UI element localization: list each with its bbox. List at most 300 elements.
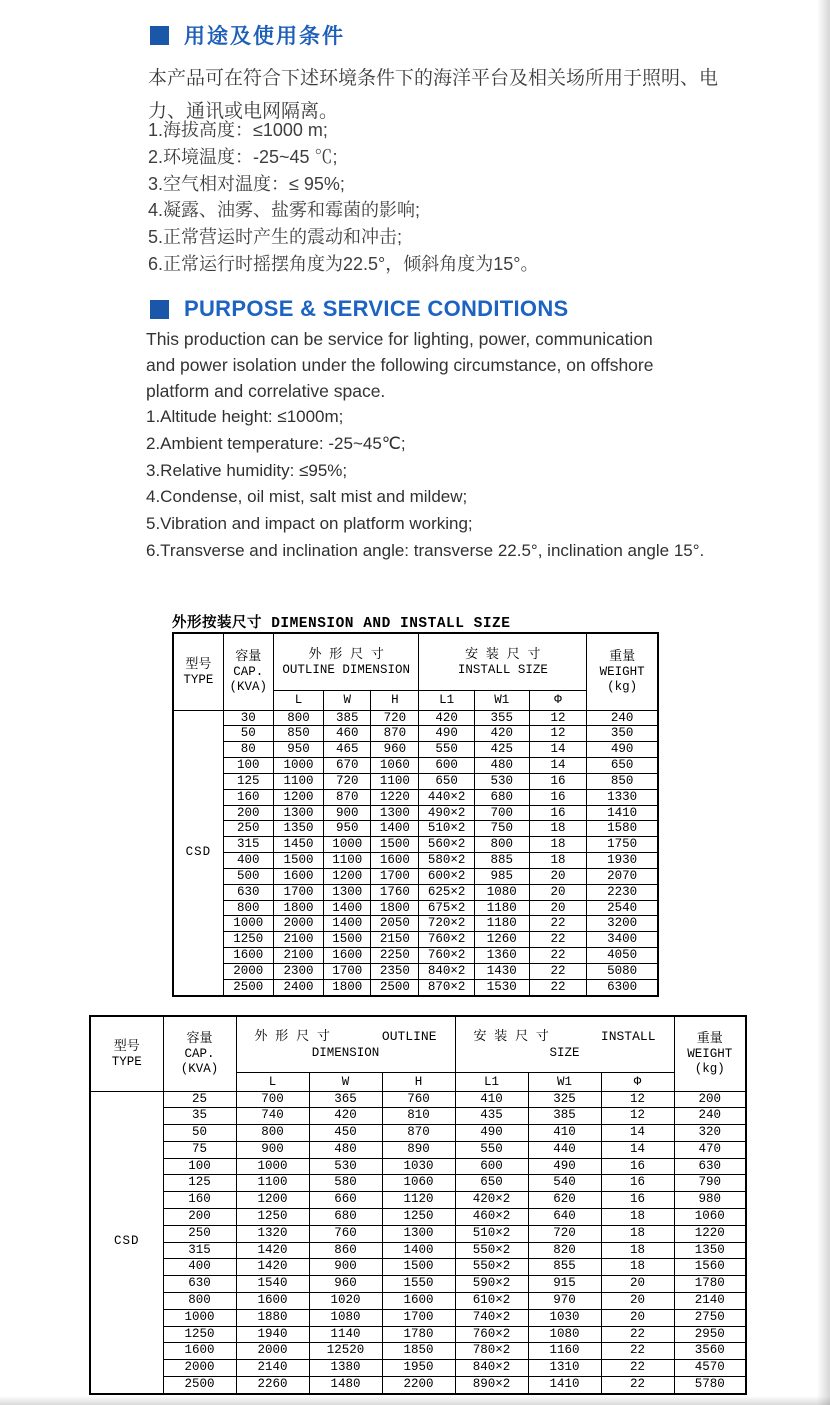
list-item: 6.Transverse and inclination angle: transverse 22.5°, inclination angle 15°. (146, 540, 705, 560)
table-cell: 2400 (273, 979, 323, 995)
table-cell: 240 (674, 1108, 746, 1125)
table-cell: 2140 (674, 1293, 746, 1310)
table-cell: 200 (223, 805, 273, 821)
table-cell: 1030 (382, 1158, 455, 1175)
table-cell: 900 (324, 805, 371, 821)
table-cell: 1420 (236, 1242, 309, 1259)
table-cell: 1160 (528, 1343, 601, 1360)
table-row (173, 805, 658, 821)
section-title-cn: 用途及使用条件 (184, 25, 345, 48)
table-cell: 3400 (587, 932, 658, 948)
table-cell: 1300 (382, 1225, 455, 1242)
table-cell: 1430 (474, 964, 529, 980)
table-cell: 14 (601, 1141, 674, 1158)
table-cell: 625×2 (419, 884, 474, 900)
table-cell: 980 (674, 1192, 746, 1209)
table-row (173, 932, 658, 948)
table-cell: 160 (223, 789, 273, 805)
table-cell: 1600 (223, 948, 273, 964)
table-row (173, 789, 658, 805)
table-cell: 1750 (587, 837, 658, 853)
table-cell: 1400 (371, 821, 419, 837)
table-cell: 1030 (528, 1309, 601, 1326)
table-cell: 1330 (587, 789, 658, 805)
table-row (90, 1091, 746, 1108)
table-cell: 1700 (273, 884, 323, 900)
table-cell: 820 (528, 1242, 601, 1259)
table-cell: 1000 (324, 837, 371, 853)
table-cell: 550×2 (455, 1259, 528, 1276)
table-cell: 870 (382, 1125, 455, 1142)
table-cell: 720 (528, 1225, 601, 1242)
table-row (90, 1377, 746, 1394)
table-cell: 420 (419, 710, 474, 726)
table-cell: 840×2 (455, 1360, 528, 1377)
table-cell: 2070 (587, 868, 658, 884)
table-cell: 1410 (528, 1377, 601, 1394)
table-row (173, 710, 658, 726)
table-cell: 18 (601, 1242, 674, 1259)
table-cell: 960 (309, 1276, 382, 1293)
col-header-L: L (236, 1072, 309, 1091)
table-row (90, 1259, 746, 1276)
list-item: 4.Condense, oil mist, salt mist and mildew; (146, 487, 468, 507)
table-cell: 160 (163, 1192, 236, 1209)
table-cell: 2500 (163, 1377, 236, 1394)
table-cell: 1300 (273, 805, 323, 821)
table-row (173, 948, 658, 964)
table-row (90, 1125, 746, 1142)
table-cell: 410 (455, 1091, 528, 1108)
table-cell: 3200 (587, 916, 658, 932)
table-cell: 1120 (382, 1192, 455, 1209)
table-cell: 1080 (474, 884, 529, 900)
table-cell: 450 (309, 1125, 382, 1142)
table-cell: 16 (529, 789, 586, 805)
table-row (173, 758, 658, 774)
table-cell: 5080 (587, 964, 658, 980)
table-cell: 760 (309, 1225, 382, 1242)
table-cell: 1180 (474, 916, 529, 932)
header-install-cn: 安 装 尺 寸 (473, 1028, 549, 1044)
table-cell: 125 (163, 1175, 236, 1192)
header-outline-en: OUTLINE (381, 1028, 437, 1044)
table-cell: 1100 (236, 1175, 309, 1192)
intro-paragraph-en: This production can be service for lighting, power, communication and power isolation under the following circumstance, on offshore platform and correlative space. (146, 329, 654, 401)
table-cell: 1880 (236, 1309, 309, 1326)
table-cell: 1600 (236, 1293, 309, 1310)
col-header-type (90, 1016, 163, 1091)
table-cell: 630 (223, 884, 273, 900)
table-cell: 1540 (236, 1276, 309, 1293)
table-cell: 420×2 (455, 1192, 528, 1209)
header-install-en: INSTALL (600, 1028, 656, 1044)
col-header-capacity (163, 1016, 236, 1091)
scan-shadow-bottom (0, 1396, 830, 1405)
table-cell: 2100 (273, 932, 323, 948)
table-cell: 4570 (674, 1360, 746, 1377)
table-cell: 2350 (371, 964, 419, 980)
table-cell: 50 (223, 726, 273, 742)
table-cell: 1220 (674, 1225, 746, 1242)
table-cell: 480 (474, 758, 529, 774)
table-cell: 1140 (309, 1326, 382, 1343)
header-install-en: INSTALL SIZE (457, 662, 548, 677)
table-cell: 580 (309, 1175, 382, 1192)
table-cell: 600 (455, 1158, 528, 1175)
table-cell: 18 (529, 837, 586, 853)
table-cell: 500 (223, 868, 273, 884)
table-cell: 1250 (236, 1209, 309, 1226)
table-cell: 760×2 (419, 932, 474, 948)
col-header-phi: Φ (529, 690, 586, 710)
table-cell: 20 (529, 900, 586, 916)
table-cell: 580×2 (419, 853, 474, 869)
condition-list-cn (148, 117, 538, 278)
table-cell: 1780 (382, 1326, 455, 1343)
table-cell: 3560 (674, 1343, 746, 1360)
table-cell: 670 (324, 758, 371, 774)
table-cell: 740×2 (455, 1309, 528, 1326)
section-marker-icon (150, 26, 169, 45)
table-cell: 425 (474, 742, 529, 758)
list-item: 2.环境温度：-25~45 ℃; (148, 146, 338, 167)
header-install-line1 (456, 1028, 674, 1046)
table-cell: 950 (273, 742, 323, 758)
table-row (173, 884, 658, 900)
table-cell: 1760 (371, 884, 419, 900)
table-row (90, 1108, 746, 1125)
table-cell: 1530 (474, 979, 529, 995)
table-cell: 660 (309, 1192, 382, 1209)
table-cell: 1800 (371, 900, 419, 916)
table-cell: 680 (309, 1209, 382, 1226)
table-cell: 1800 (324, 979, 371, 995)
table-cell: 1180 (474, 900, 529, 916)
table-cell: 780×2 (455, 1343, 528, 1360)
table-cell: 2150 (371, 932, 419, 948)
header-install-cn: 安 装 尺 寸 (465, 646, 541, 662)
table-cell: 355 (474, 710, 529, 726)
table-cell: 550×2 (455, 1242, 528, 1259)
table-cell: 14 (529, 742, 586, 758)
table-cell: 1000 (163, 1309, 236, 1326)
table-cell: 1260 (474, 932, 529, 948)
table-cell: 250 (223, 821, 273, 837)
table-cell: 1500 (382, 1259, 455, 1276)
table-cell: 610×2 (455, 1293, 528, 1310)
table-cell: 100 (163, 1158, 236, 1175)
table-cell: 760 (382, 1091, 455, 1108)
table-cell: 410 (528, 1125, 601, 1142)
col-header-W1: W1 (474, 690, 529, 710)
col-header-W1: W1 (528, 1072, 601, 1091)
table-cell: 22 (601, 1377, 674, 1394)
table-cell: 6300 (587, 979, 658, 995)
table-cell: 1560 (674, 1259, 746, 1276)
col-header-phi: Φ (601, 1072, 674, 1091)
table-row (173, 726, 658, 742)
table-cell: 400 (163, 1259, 236, 1276)
table-cell: 870×2 (419, 979, 474, 995)
table-cell: 630 (674, 1158, 746, 1175)
table-cell: 530 (309, 1158, 382, 1175)
table-row (173, 821, 658, 837)
col-header-L1: L1 (455, 1072, 528, 1091)
table-cell: 250 (163, 1225, 236, 1242)
table-row (90, 1175, 746, 1192)
col-header-weight (587, 633, 658, 710)
table-cell: 200 (674, 1091, 746, 1108)
table-cell: 2750 (674, 1309, 746, 1326)
header-cap-cn: 容量 (186, 1031, 213, 1047)
table-cell: 950 (324, 821, 371, 837)
table-cell: 490×2 (419, 805, 474, 821)
table-cell: 800 (273, 710, 323, 726)
table-cell: 510×2 (455, 1225, 528, 1242)
table-cell: 100 (223, 758, 273, 774)
table-cell: 675×2 (419, 900, 474, 916)
header-cap-cn: 容量 (235, 649, 262, 665)
table-cell: 840×2 (419, 964, 474, 980)
table-row (90, 1209, 746, 1226)
table-cell: 440 (528, 1141, 601, 1158)
col-header-weight (674, 1016, 746, 1091)
section-heading-cn (150, 20, 345, 50)
list-item: 6.正常运行时摇摆角度为22.5°，倾斜角度为15°。 (148, 253, 539, 274)
section-title-en: PURPOSE & SERVICE CONDITIONS (184, 296, 569, 321)
table-cell: 1250 (163, 1326, 236, 1343)
table-cell: 885 (474, 853, 529, 869)
table-cell: 2200 (382, 1377, 455, 1394)
table-cell: 810 (382, 1108, 455, 1125)
table-row (173, 900, 658, 916)
list-item: 3.空气相对温度：≤ 95%; (148, 173, 345, 194)
col-header-H: H (382, 1072, 455, 1091)
table-cell: 22 (529, 964, 586, 980)
table-cell: 600 (419, 758, 474, 774)
table-row (90, 1293, 746, 1310)
table1-title: 外形按装尺寸 DIMENSION AND INSTALL SIZE (172, 611, 659, 634)
table-cell: 550 (455, 1141, 528, 1158)
table-cell: 465 (324, 742, 371, 758)
table-cell: 75 (163, 1141, 236, 1158)
table-cell: 460×2 (455, 1209, 528, 1226)
table-cell: 490 (419, 726, 474, 742)
header-weight-unit: (kg) (694, 1062, 725, 1077)
table-row (173, 916, 658, 932)
table-row (90, 1141, 746, 1158)
table-cell: 1600 (382, 1293, 455, 1310)
table-row (90, 1242, 746, 1259)
table-cell: 4050 (587, 948, 658, 964)
table-cell: 550 (419, 742, 474, 758)
table-row (90, 1343, 746, 1360)
col-header-L1: L1 (419, 690, 474, 710)
table-cell: 325 (528, 1091, 601, 1108)
table-cell: 2050 (371, 916, 419, 932)
table-cell: 890 (382, 1141, 455, 1158)
table-cell: 1310 (528, 1360, 601, 1377)
header-outline-en2: DIMENSION (311, 1045, 380, 1060)
table-cell: 890×2 (455, 1377, 528, 1394)
table-cell: 315 (163, 1242, 236, 1259)
table-cell: 50 (163, 1125, 236, 1142)
table-cell: 1930 (587, 853, 658, 869)
table-cell: 490 (455, 1125, 528, 1142)
table-cell: 1350 (273, 821, 323, 837)
header-type-en: TYPE (111, 1054, 142, 1069)
table-cell: 365 (309, 1091, 382, 1108)
table-cell: 350 (587, 726, 658, 742)
table-cell: 1080 (309, 1309, 382, 1326)
table-row (173, 979, 658, 995)
table1-body (173, 710, 658, 996)
table-cell: 200 (163, 1209, 236, 1226)
header-outline-line1 (237, 1028, 455, 1046)
table-cell: 985 (474, 868, 529, 884)
table-cell: 2300 (273, 964, 323, 980)
table-cell: 18 (601, 1209, 674, 1226)
table-cell: 1600 (324, 948, 371, 964)
table-cell: 1950 (382, 1360, 455, 1377)
table-cell: 800 (223, 900, 273, 916)
table-cell: 1320 (236, 1225, 309, 1242)
table-cell: 1200 (273, 789, 323, 805)
table-cell: 720×2 (419, 916, 474, 932)
table-cell: 2000 (236, 1343, 309, 1360)
table-cell: 2000 (163, 1360, 236, 1377)
table-cell: 590×2 (455, 1276, 528, 1293)
table-cell: 1400 (382, 1242, 455, 1259)
table-cell: 750 (474, 821, 529, 837)
table-cell: 620 (528, 1192, 601, 1209)
header-cap-unit: (KVA) (180, 1062, 219, 1077)
table-cell: 510×2 (419, 821, 474, 837)
header-type-cn: 型号 (113, 1038, 140, 1054)
table-cell: 800 (474, 837, 529, 853)
table-cell: 1060 (371, 758, 419, 774)
condition-list-en (146, 404, 704, 565)
table-cell: 960 (371, 742, 419, 758)
table-cell: 530 (474, 773, 529, 789)
table-cell: 1300 (324, 884, 371, 900)
table-cell: 20 (601, 1276, 674, 1293)
header-outline-cn: 外 形 尺 寸 (254, 1028, 330, 1044)
table-cell: 790 (674, 1175, 746, 1192)
table-cell: 240 (587, 710, 658, 726)
table-cell: 1220 (371, 789, 419, 805)
table-cell: 650 (587, 758, 658, 774)
header-weight-en: WEIGHT (599, 665, 645, 680)
table-cell: 16 (529, 805, 586, 821)
table-cell: 20 (529, 884, 586, 900)
table-row (90, 1360, 746, 1377)
table-cell: 35 (163, 1108, 236, 1125)
table-cell: 20 (601, 1309, 674, 1326)
table-cell: 420 (474, 726, 529, 742)
table-cell: 1480 (309, 1377, 382, 1394)
table-cell: 870 (324, 789, 371, 805)
table2-body (90, 1091, 746, 1394)
table-cell: 1020 (309, 1293, 382, 1310)
table-cell: 2230 (587, 884, 658, 900)
header-cap-en: CAP. (184, 1047, 215, 1062)
col-header-type (173, 633, 223, 710)
table-cell: 490 (587, 742, 658, 758)
table-row (173, 853, 658, 869)
table1-header (173, 633, 658, 710)
table-cell: 12 (601, 1091, 674, 1108)
table-cell: 14 (529, 758, 586, 774)
col-header-L: L (273, 690, 323, 710)
table-cell: 850 (273, 726, 323, 742)
table-cell: 680 (474, 789, 529, 805)
table-cell: 1000 (236, 1158, 309, 1175)
table-cell: 1800 (273, 900, 323, 916)
list-item: 1.Altitude height: ≤1000m; (146, 407, 344, 426)
table-cell: 30 (223, 710, 273, 726)
table-cell: 720 (324, 773, 371, 789)
table-cell: 760×2 (419, 948, 474, 964)
table-cell: 22 (529, 979, 586, 995)
table-row (173, 773, 658, 789)
table-row (90, 1276, 746, 1293)
col-header-install (455, 1016, 674, 1072)
table-cell: 1600 (371, 853, 419, 869)
table-cell: 700 (474, 805, 529, 821)
table-row (173, 868, 658, 884)
table-cell: 1410 (587, 805, 658, 821)
table-cell: 2000 (223, 964, 273, 980)
table-cell: 640 (528, 1209, 601, 1226)
table-cell: 80 (223, 742, 273, 758)
table-cell: 1940 (236, 1326, 309, 1343)
table-cell: 2950 (674, 1326, 746, 1343)
table-cell: 14 (601, 1125, 674, 1142)
table-cell: 1100 (324, 853, 371, 869)
table-cell: 1700 (382, 1309, 455, 1326)
table2-header (90, 1016, 746, 1091)
header-cap-unit: (KVA) (229, 680, 268, 695)
table-cell: 2100 (273, 948, 323, 964)
table-cell: 870 (371, 726, 419, 742)
dimension-table-1 (172, 632, 659, 997)
section-marker-icon (150, 300, 169, 319)
table-cell: 740 (236, 1108, 309, 1125)
table-cell: 18 (529, 821, 586, 837)
table-cell: 16 (529, 773, 586, 789)
table-cell: 560×2 (419, 837, 474, 853)
col-header-W: W (309, 1072, 382, 1091)
table-cell: 1200 (236, 1192, 309, 1209)
table-cell: 440×2 (419, 789, 474, 805)
table-cell: 16 (601, 1158, 674, 1175)
table-cell: 1000 (223, 916, 273, 932)
list-item: 3.Relative humidity: ≤95%; (146, 460, 348, 480)
table-cell: 18 (601, 1225, 674, 1242)
table-cell: 2500 (371, 979, 419, 995)
table-cell: 1080 (528, 1326, 601, 1343)
table-cell: 315 (223, 837, 273, 853)
header-weight-unit: (kg) (607, 680, 638, 695)
header-weight-cn: 重量 (696, 1031, 723, 1047)
table-cell: 20 (529, 868, 586, 884)
table-cell: 650 (419, 773, 474, 789)
table-cell: 1600 (273, 868, 323, 884)
table-cell: 460 (324, 726, 371, 742)
col-header-outline (236, 1016, 455, 1072)
